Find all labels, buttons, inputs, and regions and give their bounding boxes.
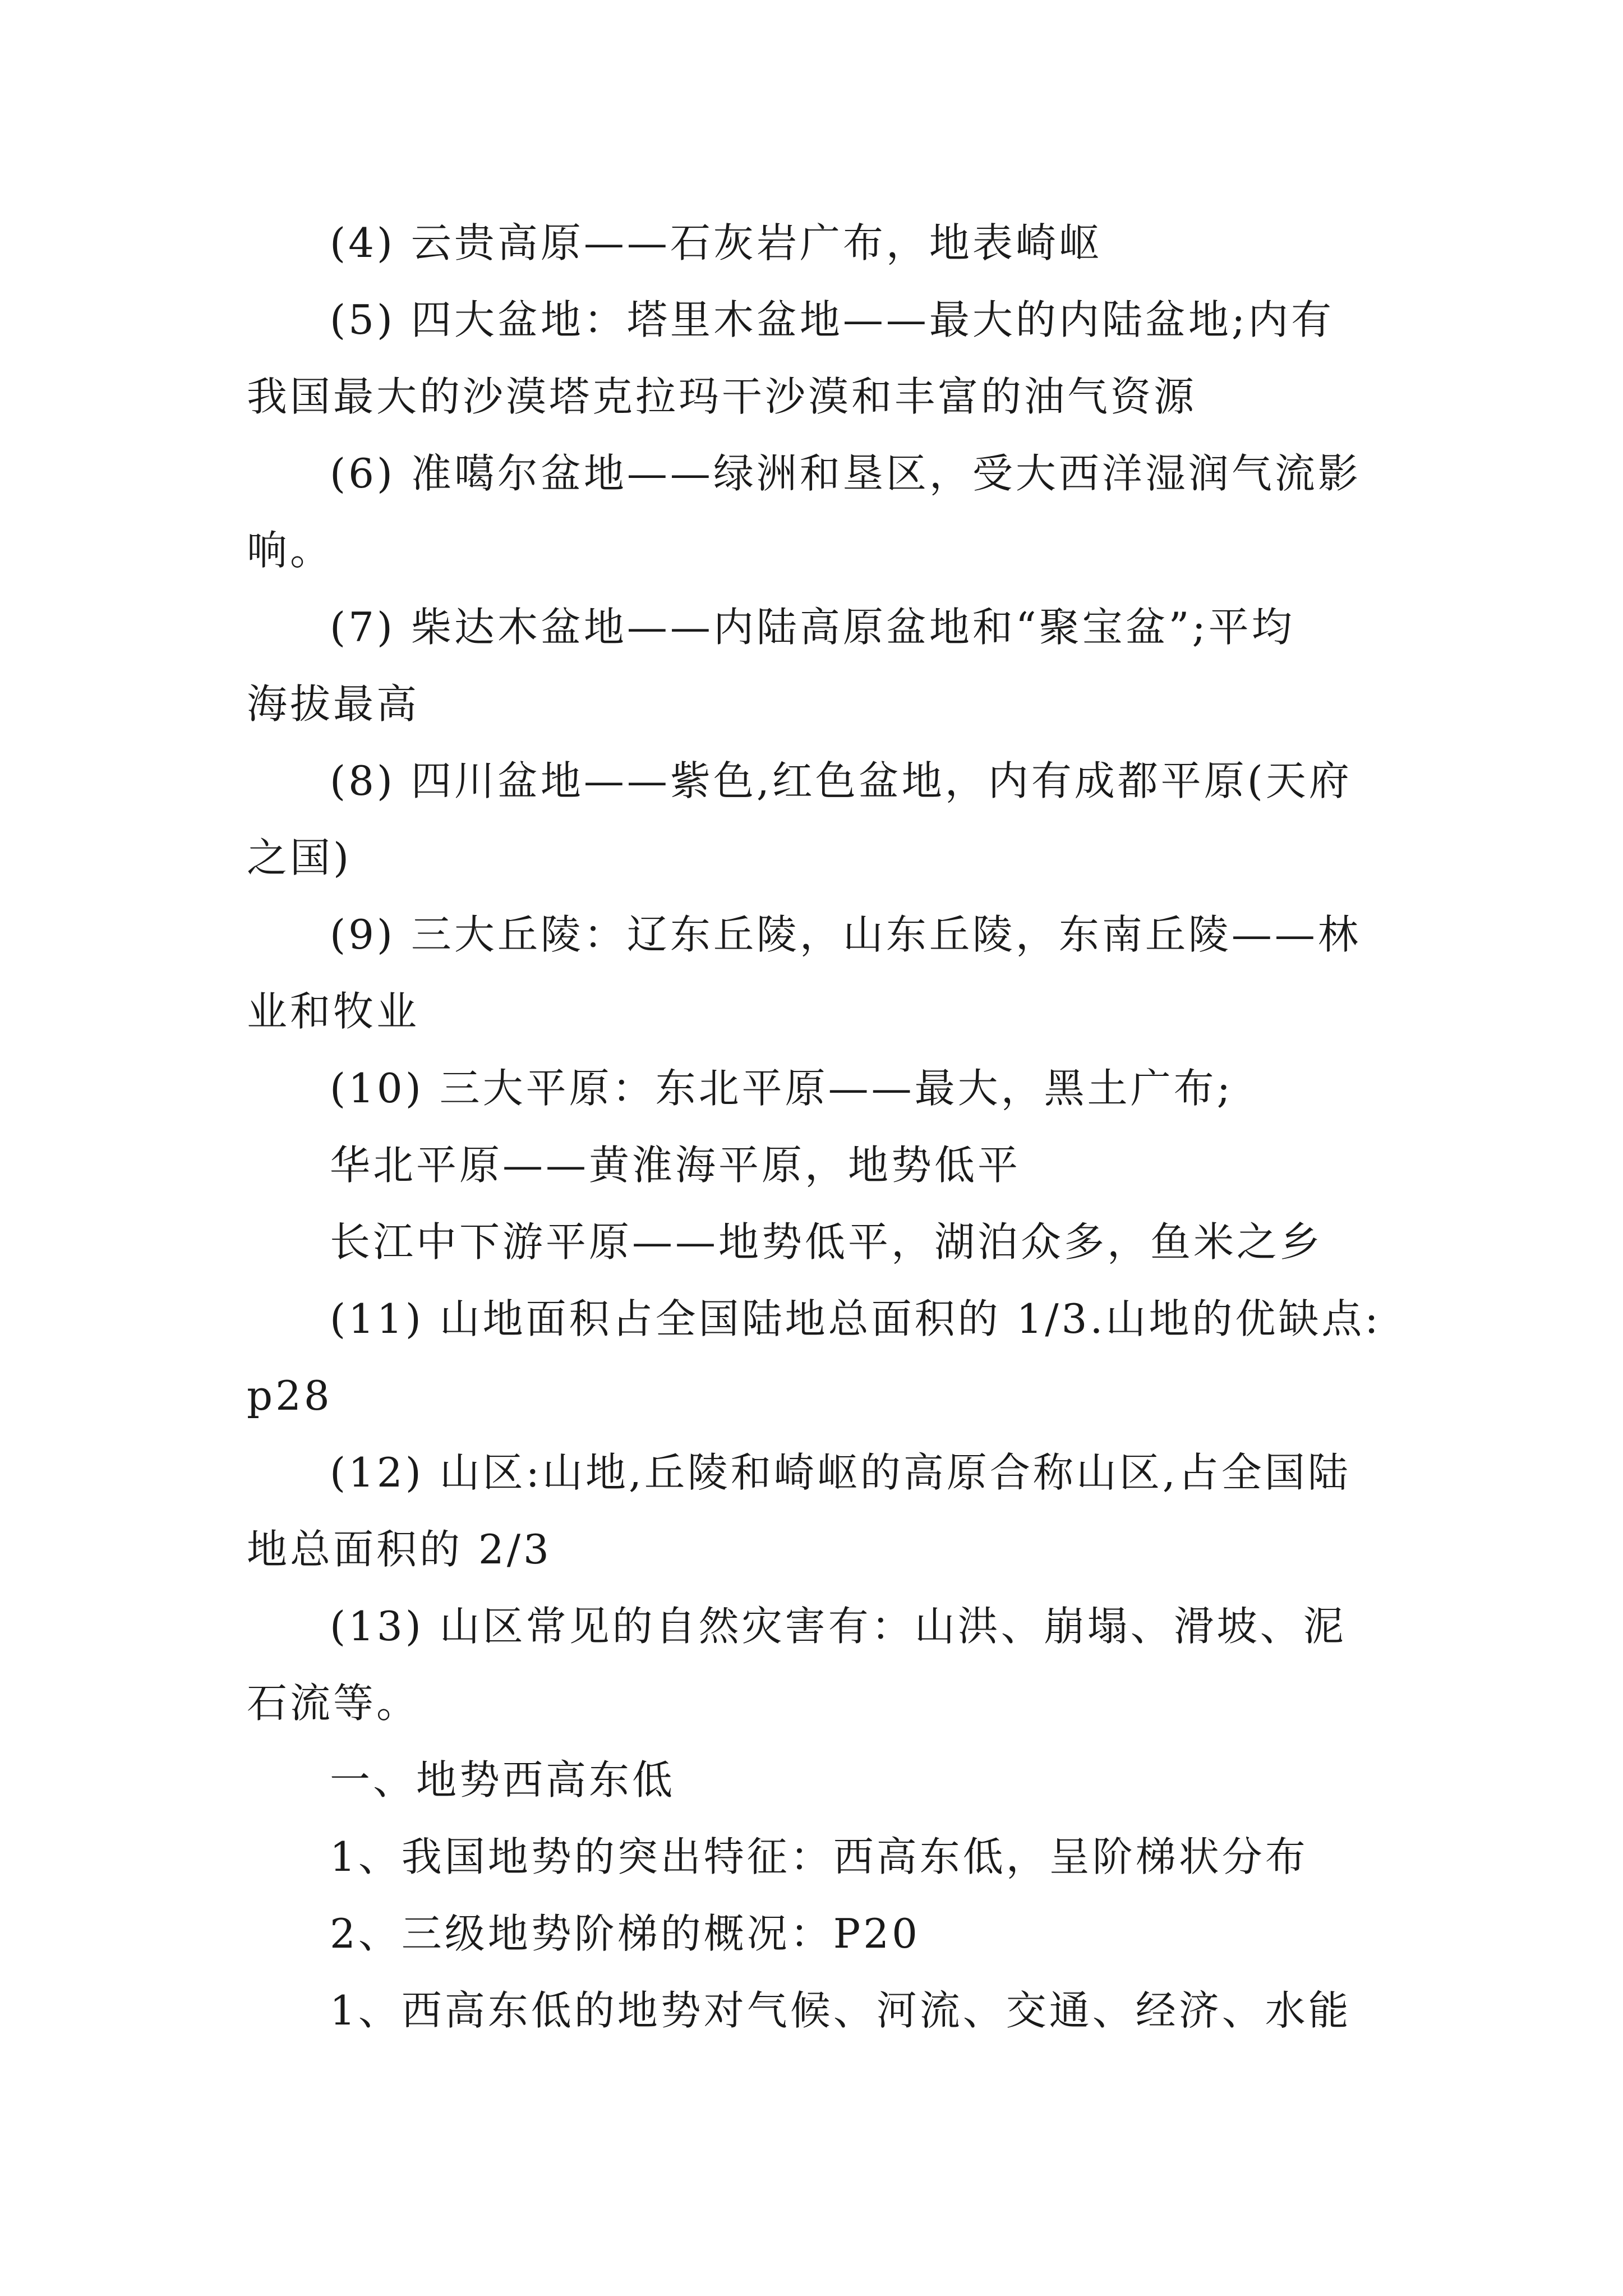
text-line: 我国最大的沙漠塔克拉玛干沙漠和丰富的油气资源 <box>247 373 1197 420</box>
text-line: 响。 <box>247 527 334 574</box>
text-line: (10) 三大平原：东北平原——最大，黑土广布; <box>330 1065 1233 1112</box>
text-line: (11) 山地面积占全国陆地总面积的 1/3.山地的优缺点: <box>330 1295 1381 1342</box>
text-line: 2、三级地势阶梯的概况：P20 <box>330 1910 920 1957</box>
text-line: 地总面积的 2/3 <box>247 1526 552 1573</box>
text-line: (6) 准噶尔盆地——绿洲和垦区，受大西洋湿润气流影 <box>330 450 1361 497</box>
text-line: 业和牧业 <box>247 988 420 1035</box>
text-line: 一、地势西高东低 <box>330 1756 676 1803</box>
text-line: 华北平原——黄淮海平原，地势低平 <box>330 1142 1021 1189</box>
text-line: 1、我国地势的突出特征：西高东低，呈阶梯状分布 <box>330 1833 1308 1880</box>
text-line: (4) 云贵高原——石灰岩广布，地表崎岖 <box>330 219 1102 266</box>
text-line: (5) 四大盆地：塔里木盆地——最大的内陆盆地;内有 <box>330 296 1335 343</box>
text-line: 石流等。 <box>247 1680 420 1727</box>
text-line: (12) 山区:山地,丘陵和崎岖的高原合称山区,占全国陆 <box>330 1449 1351 1496</box>
text-line: (7) 柴达木盆地——内陆高原盆地和“聚宝盆”;平均 <box>330 604 1295 651</box>
document-body <box>247 205 1380 2049</box>
text-line: 1、西高东低的地势对气候、河流、交通、经济、水能 <box>330 1987 1352 2034</box>
text-line: (9) 三大丘陵：辽东丘陵，山东丘陵，东南丘陵——林 <box>330 911 1361 958</box>
text-line: (13) 山区常见的自然灾害有：山洪、崩塌、滑坡、泥 <box>330 1603 1347 1650</box>
text-line: (8) 四川盆地——紫色,红色盆地，内有成都平原(天府 <box>330 757 1352 804</box>
text-line: 之国) <box>247 834 352 881</box>
text-line: p28 <box>247 1372 333 1419</box>
text-line: 长江中下游平原——地势低平，湖泊众多，鱼米之乡 <box>330 1218 1324 1266</box>
text-line: 海拔最高 <box>247 680 420 728</box>
